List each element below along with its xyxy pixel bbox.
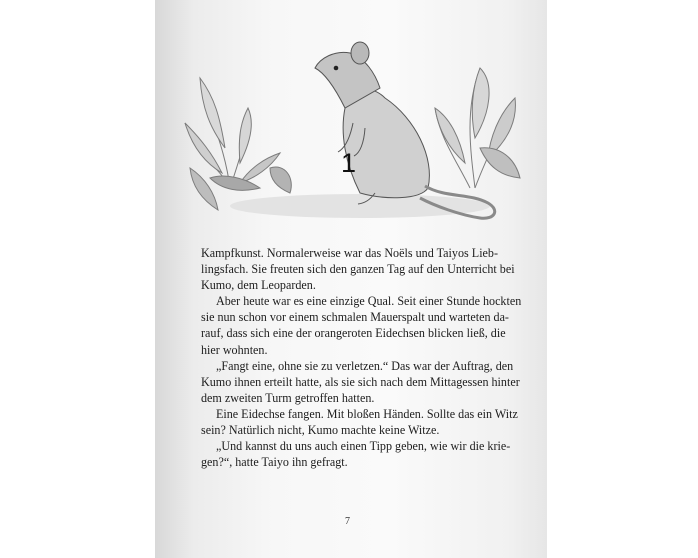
- text-line: Kampfkunst. Normalerweise war das Noëls und Taiyos Lieb-: [201, 246, 498, 260]
- text-line: dem zweiten Turm getroffen hatten.: [201, 390, 375, 405]
- paragraph: [201, 358, 520, 406]
- paragraph: [201, 406, 518, 438]
- right-plant: [435, 68, 520, 188]
- paragraph: [201, 438, 511, 470]
- page-number: 7: [345, 516, 350, 527]
- text-line: „Fangt eine, ohne sie zu verletzen.“ Das war der Auftrag, den: [216, 358, 514, 373]
- text-line: sein? Natürlich nicht, Kumo machte keine Witze.: [201, 423, 440, 438]
- body-text: [201, 245, 522, 470]
- text-line: Kumo, dem Leoparden.: [201, 278, 316, 293]
- left-plant: [185, 78, 291, 210]
- chapter-number: 1: [341, 148, 357, 178]
- paragraph: [201, 245, 515, 293]
- text-line: sie nun schon vor einem schmalen Mauerspalt und warteten da-: [201, 310, 509, 325]
- text-line: Eine Eidechse fangen. Mit bloßen Händen. Sollte das ein Witz: [216, 406, 518, 421]
- text-line: Aber heute war es eine einzige Qual. Seit einer Stunde hockten: [216, 294, 522, 309]
- text-line: gen?“, hatte Taiyo ihn gefragt.: [201, 455, 348, 470]
- text-line: rauf, dass sich eine der orangeroten Eidechsen blicken ließ, die: [201, 326, 506, 341]
- text-line: Kumo ihnen erteilt hatte, als sie sich nach dem Mittagessen hinter: [201, 374, 520, 389]
- paragraph: [201, 293, 522, 357]
- rat-illustration: [170, 28, 530, 228]
- text-line: „Und kannst du uns auch einen Tipp geben, wie wir die krie-: [216, 439, 511, 454]
- text-line: lingsfach. Sie freuten sich den ganzen Tag auf den Unterricht bei: [201, 262, 515, 277]
- ground-shadow: [230, 194, 490, 218]
- text-line: hier wohnten.: [201, 342, 268, 357]
- rat: [315, 42, 495, 218]
